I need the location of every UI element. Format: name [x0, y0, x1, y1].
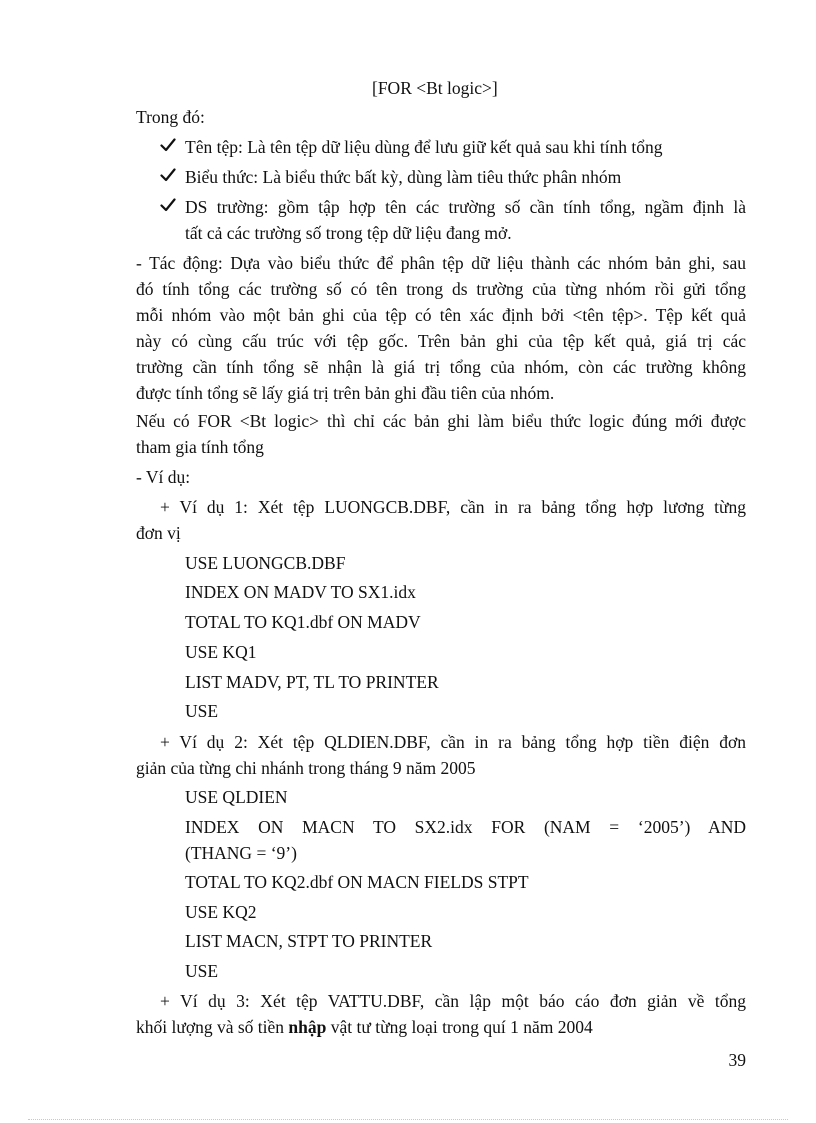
paragraph-line: - Tác động: Dựa vào biểu thức để phân tệp dữ liệu thành các nhóm bản ghi, sau	[136, 253, 746, 273]
code-line: USE KQ2	[185, 902, 257, 922]
checkmark-icon	[160, 137, 176, 153]
code-line: TOTAL TO KQ1.dbf ON MADV	[185, 612, 421, 632]
paragraph-line: - Ví dụ:	[136, 467, 191, 487]
checkmark-icon	[160, 197, 176, 213]
example-heading-cont: đơn vị	[136, 523, 181, 543]
text-run: khối lượng và số tiền	[136, 1017, 289, 1037]
bold-word: nhập	[288, 1017, 327, 1037]
checkmark-icon	[160, 167, 176, 183]
text-run: vật tư từng loại trong quí 1 năm 2004	[326, 1017, 593, 1037]
code-line: TOTAL TO KQ2.dbf ON MACN FIELDS STPT	[185, 872, 529, 892]
paragraph-line: tham gia tính tổng	[136, 437, 264, 457]
code-line: USE KQ1	[185, 642, 257, 662]
code-line: INDEX ON MADV TO SX1.idx	[185, 582, 416, 602]
example-heading: + Ví dụ 1: Xét tệp LUONGCB.DBF, cần in ra bảng tổng hợp lương từng	[160, 497, 746, 517]
bullet-item-fields: DS trường: gồm tập hợp tên các trường số cần tính tổng, ngầm định là	[185, 197, 746, 217]
paragraph-line: đó tính tổng các trường số có tên trong ds trường của từng nhóm rồi gửi tổng	[136, 279, 746, 299]
paragraph-line: mỗi nhóm vào một bản ghi của tệp có tên xác định bởi <tên tệp>. Tệp kết quả	[136, 305, 746, 325]
syntax-line: [FOR <Bt logic>]	[372, 78, 498, 98]
code-line: LIST MACN, STPT TO PRINTER	[185, 931, 433, 951]
paragraph-line: Nếu có FOR <Bt logic> thì chỉ các bản ghi làm biểu thức logic đúng mới được	[136, 411, 746, 431]
code-line: USE LUONGCB.DBF	[185, 553, 346, 573]
example-heading-cont	[136, 1016, 593, 1038]
footer-divider	[28, 1119, 788, 1120]
code-line: INDEX ON MACN TO SX2.idx FOR (NAM = ‘2005’) AND	[185, 817, 746, 837]
paragraph-line: trường cần tính tổng sẽ nhận là giá trị tổng của nhóm, còn các trường không	[136, 357, 746, 377]
bullet-item-expression: Biểu thức: Là biểu thức bất kỳ, dùng làm tiêu thức phân nhóm	[185, 167, 622, 187]
code-line: USE	[185, 961, 219, 981]
paragraph-line: Trong đó:	[136, 107, 205, 127]
code-line: LIST MADV, PT, TL TO PRINTER	[185, 672, 439, 692]
code-line: USE	[185, 701, 219, 721]
example-heading: + Ví dụ 2: Xét tệp QLDIEN.DBF, cần in ra bảng tổng hợp tiền điện đơn	[160, 732, 746, 752]
code-line: USE QLDIEN	[185, 787, 288, 807]
bullet-item-file-name: Tên tệp: Là tên tệp dữ liệu dùng để lưu giữ kết quả sau khi tính tổng	[185, 137, 663, 157]
bullet-item-fields-cont: tất cả các trường số trong tệp dữ liệu đang mở.	[185, 223, 512, 243]
paragraph-line: được tính tổng sẽ lấy giá trị trên bản ghi đầu tiên của nhóm.	[136, 383, 555, 403]
example-heading-cont: giản của từng chi nhánh trong tháng 9 năm 2005	[136, 758, 476, 778]
paragraph-line: này có cùng cấu trúc với tệp gốc. Trên bản ghi của tệp kết quả, giá trị các	[136, 331, 746, 351]
code-line: (THANG = ‘9’)	[185, 843, 297, 863]
page-number: 39	[728, 1050, 746, 1070]
example-heading: + Ví dụ 3: Xét tệp VATTU.DBF, cần lập một báo cáo đơn giản về tổng	[160, 991, 746, 1011]
